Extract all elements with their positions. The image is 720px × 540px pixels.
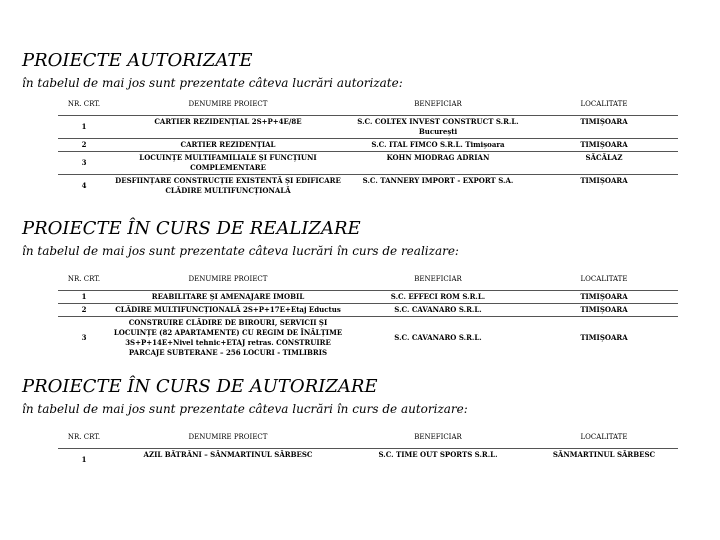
row-beneficiary: S.C. ITAL FIMCO S.R.L. Timișoara (346, 139, 530, 152)
section-subtitle-pending: în tabelul de mai jos sunt prezentate câteva lucrări în curs de autorizare: (22, 402, 468, 416)
section-subtitle-authorized: în tabelul de mai jos sunt prezentate câteva lucrări autorizate: (22, 76, 403, 90)
row-project: CARTIER REZIDENȚIAL (110, 139, 346, 152)
row-nr: 3 (58, 152, 110, 175)
header-beneficiary: BENEFICIAR (414, 275, 462, 283)
header-project: DENUMIRE PROIECT (188, 275, 268, 283)
row-project: CONSTRUIRE CLĂDIRE DE BIROURI, SERVICII ȘI LOCUINȚE (82 APARTAMENTE) CU REGIM DE ÎNĂLȚIME 3S+P+14E+Nivel tehnic+ETAJ retras. CONSTRUIRE PARCAJE SUBTERANE – 256 LOCURI - TIMLIBRIS (110, 317, 346, 360)
row-locality: SĂCĂLAZ (530, 152, 678, 175)
row-nr: 1 (58, 116, 110, 139)
table-header-row (58, 426, 678, 449)
row-project: LOCUINȚE MULTIFAMILIALE ȘI FUNCȚIUNI COMPLEMENTARE (110, 152, 346, 175)
header-beneficiary: BENEFICIAR (414, 100, 462, 108)
row-locality: TIMIȘOARA (530, 175, 678, 198)
row-beneficiary: S.C. CAVANARO S.R.L. (346, 304, 530, 317)
row-locality: TIMIȘOARA (530, 116, 678, 139)
row-nr: 1 (58, 449, 110, 472)
row-beneficiary: S.C. EFFECI ROM S.R.L. (346, 291, 530, 304)
table-row (58, 304, 678, 317)
row-locality: SÂNMARTINUL SÂRBESC (530, 449, 678, 472)
row-project: REABILITARE ȘI AMENAJARE IMOBIL (110, 291, 346, 304)
header-project: DENUMIRE PROIECT (188, 433, 268, 441)
header-nr: NR. CRT. (67, 433, 101, 441)
table-in-progress (58, 268, 678, 359)
table-row (58, 291, 678, 304)
table-authorized (58, 93, 678, 197)
row-project: CLĂDIRE MULTIFUNCȚIONALĂ 2S+P+17E+Etaj Eductus (110, 304, 346, 317)
row-beneficiary: S.C. COLTEX INVEST CONSTRUCT S.R.L. București (346, 116, 530, 139)
row-project: AZIL BĂTRÂNI – SÂNMARTINUL SÂRBESC (110, 449, 346, 472)
section-title-in-progress: PROIECTE ÎN CURS DE REALIZARE (22, 218, 361, 239)
header-locality: LOCALITATE (580, 275, 628, 283)
row-beneficiary: KOHN MIODRAG ADRIAN (346, 152, 530, 175)
header-beneficiary: BENEFICIAR (414, 433, 462, 441)
table-header-row (58, 93, 678, 116)
row-locality: TIMIȘOARA (530, 317, 678, 360)
table-row (58, 116, 678, 139)
header-locality: LOCALITATE (580, 100, 628, 108)
row-beneficiary: S.C. CAVANARO S.R.L. (346, 317, 530, 360)
section-title-pending: PROIECTE ÎN CURS DE AUTORIZARE (22, 376, 378, 397)
section-title-authorized: PROIECTE AUTORIZATE (22, 50, 253, 71)
row-nr: 3 (58, 317, 110, 360)
row-nr: 1 (58, 291, 110, 304)
header-nr: NR. CRT. (67, 100, 101, 108)
row-nr: 2 (58, 304, 110, 317)
row-nr: 4 (58, 175, 110, 198)
header-locality: LOCALITATE (580, 433, 628, 441)
table-row (58, 139, 678, 152)
row-beneficiary: S.C. TANNERY IMPORT - EXPORT S.A. (346, 175, 530, 198)
table-row (58, 152, 678, 175)
header-project: DENUMIRE PROIECT (188, 100, 268, 108)
row-locality: TIMIȘOARA (530, 304, 678, 317)
row-beneficiary: S.C. TIME OUT SPORTS S.R.L. (346, 449, 530, 472)
header-nr: NR. CRT. (67, 275, 101, 283)
row-locality: TIMIȘOARA (530, 291, 678, 304)
row-locality: TIMIȘOARA (530, 139, 678, 152)
table-row (58, 175, 678, 198)
section-subtitle-in-progress: în tabelul de mai jos sunt prezentate câteva lucrări în curs de realizare: (22, 244, 459, 258)
row-nr: 2 (58, 139, 110, 152)
table-header-row (58, 268, 678, 291)
table-row (58, 449, 678, 472)
table-row (58, 317, 678, 360)
row-project: DESFIINȚARE CONSTRUCȚIE EXISTENTĂ ȘI EDIFICARE CLĂDIRE MULTIFUNCȚIONALĂ (110, 175, 346, 198)
table-pending (58, 426, 678, 471)
row-project: CARTIER REZIDENȚIAL 2S+P+4E/8E (110, 116, 346, 139)
